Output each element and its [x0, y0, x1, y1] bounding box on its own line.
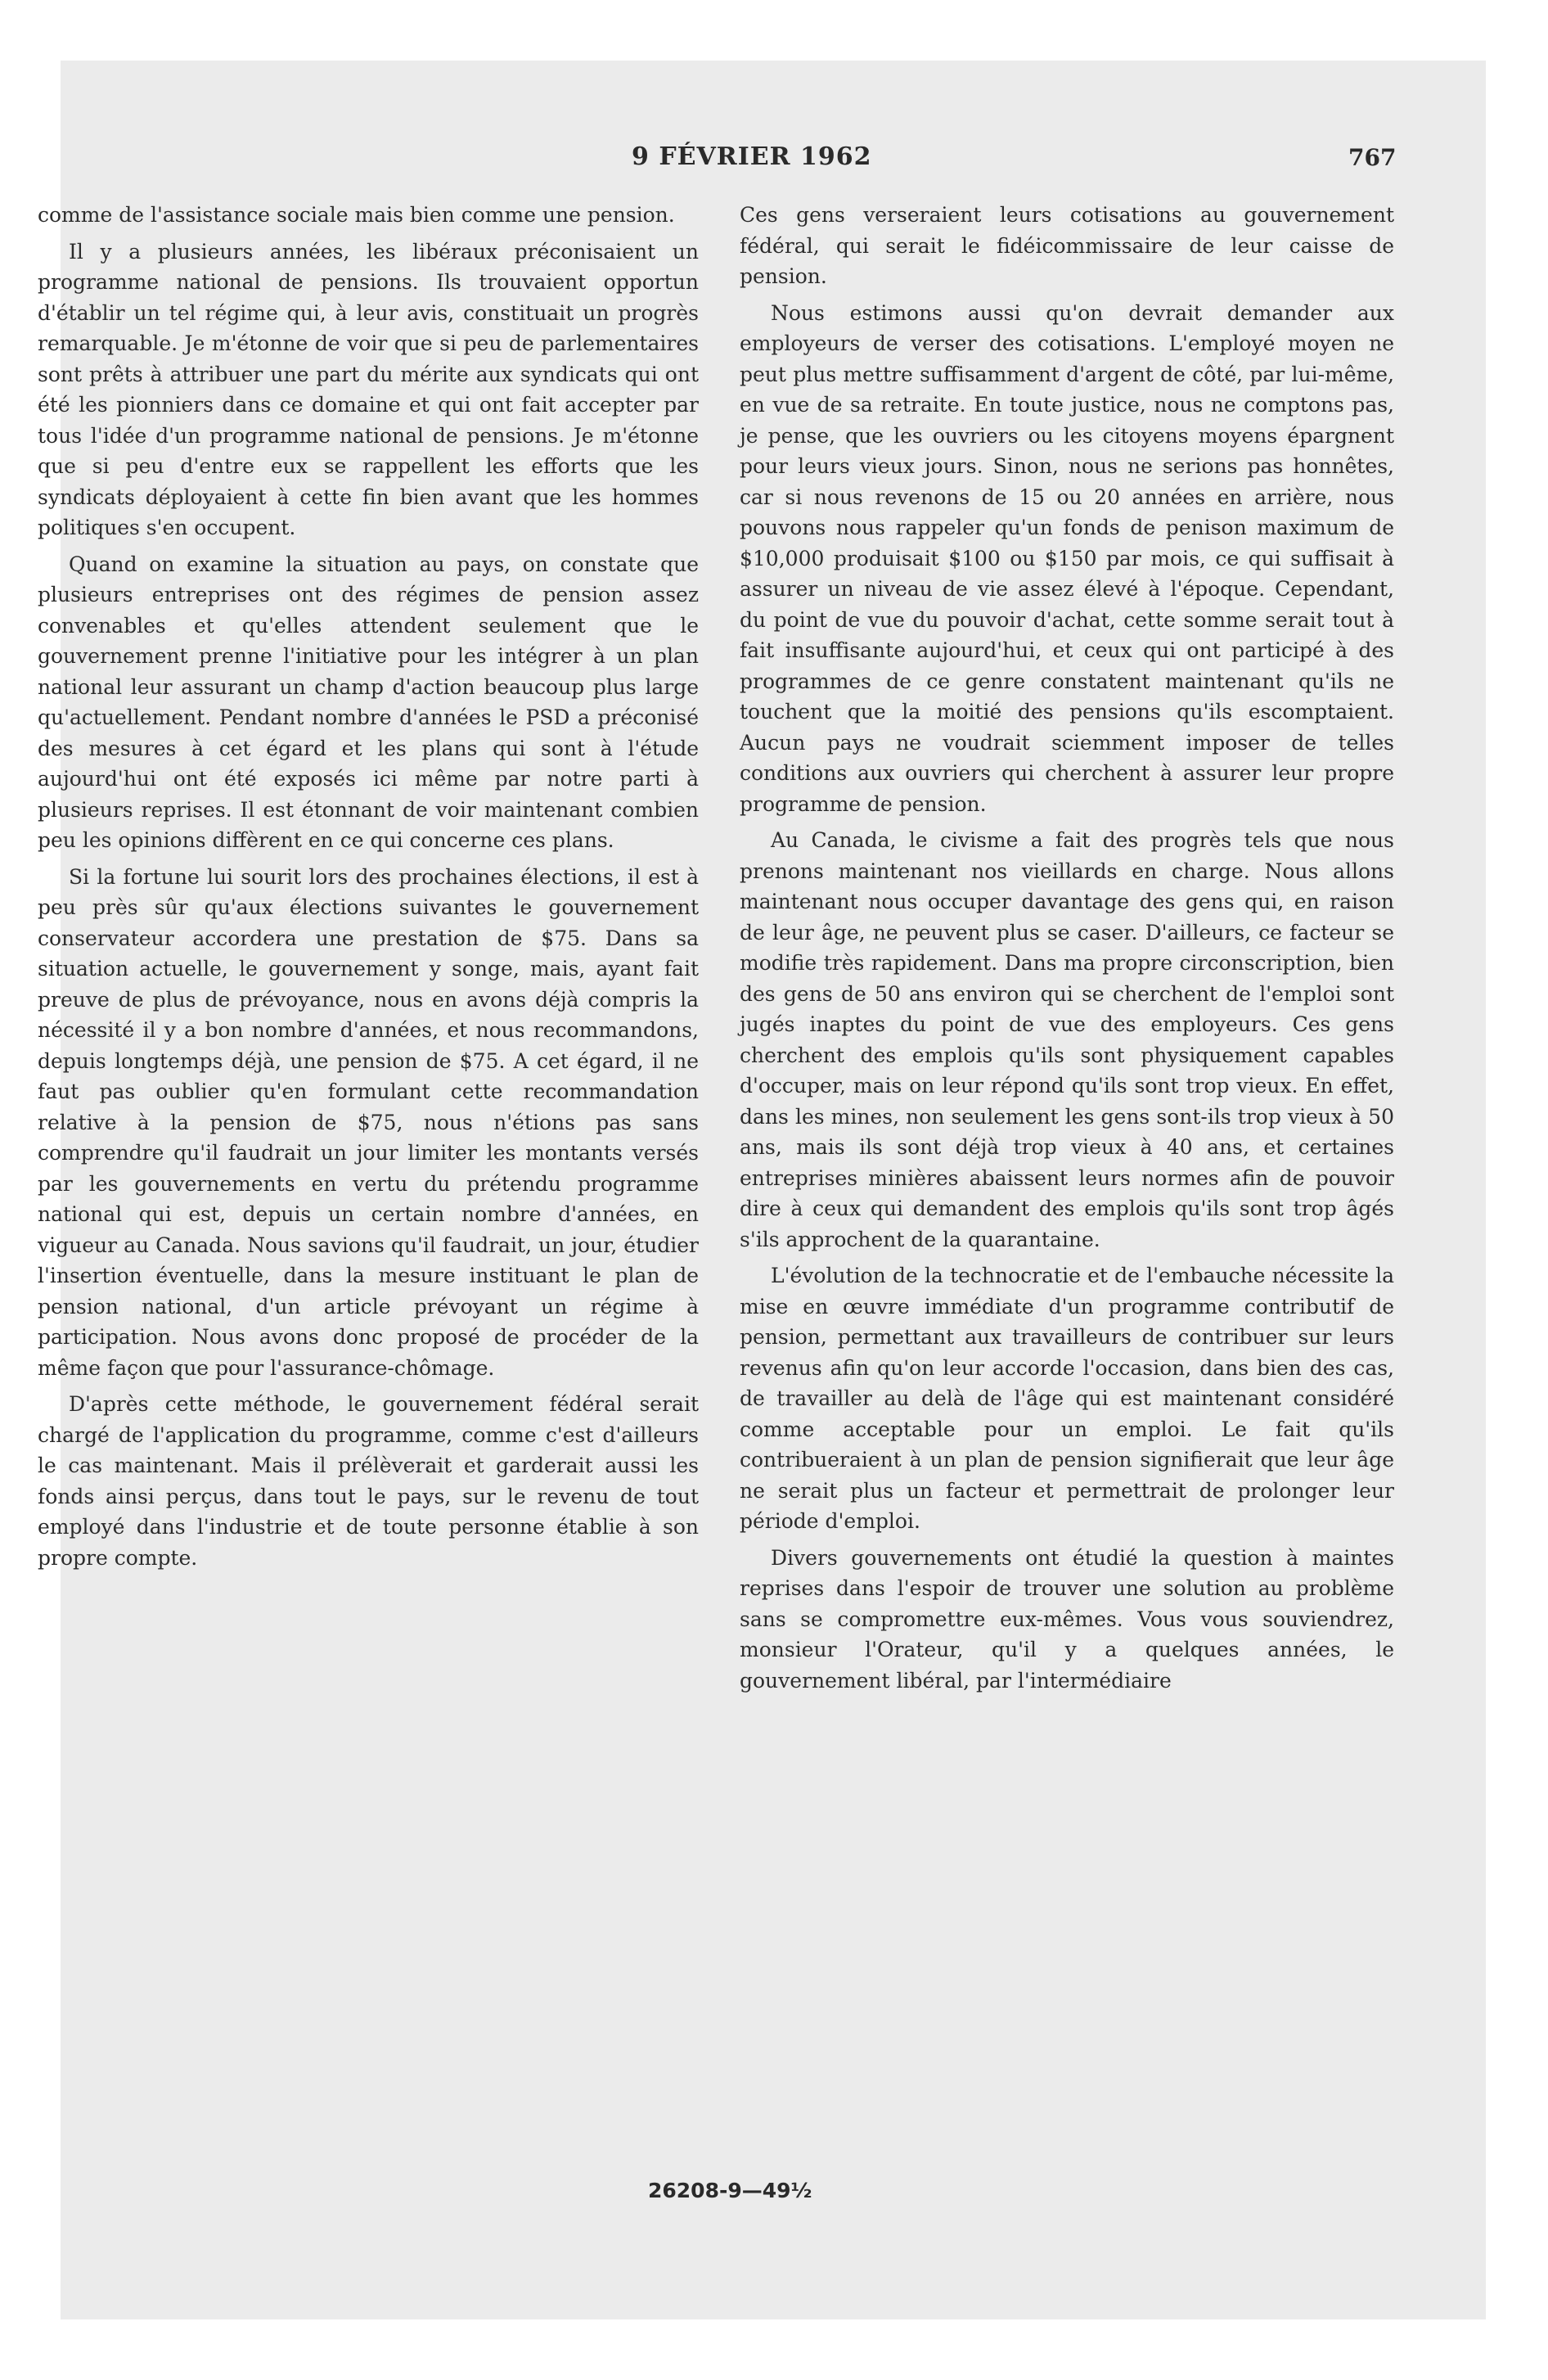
paragraph: Il y a plusieurs années, les libéraux préconisaient un programme national de pensions. Ils trouvaient opportun d'établir un tel régime qui, à leur avis, constituait un progrès remarquable. Je m'étonne de voir que si peu de parlementaires sont prêts à attribuer une part du mérite aux syndicats qui ont été les pionniers dans ce domaine et qui ont fait accepter par tous l'idée d'un programme national de pensions. Je m'étonne que si peu d'entre eux se rappellent les efforts que les syndicats déployaient à cette fin bien avant que les hommes politiques s'en occupent. — [38, 239, 699, 539]
right-column — [740, 200, 1394, 1702]
paragraph: Quand on examine la situation au pays, on constate que plusieurs entreprises ont des régimes de pension assez convenables et qu'elles attendent seulement que le gouvernement prenne l'initiative pour les intégrer à un plan national leur assurant un champ d'action beaucoup plus large qu'actuellement. Pendant nombre d'années le PSD a préconisé des mesures à cet égard et les plans qui sont à l'étude aujourd'hui ont été exposés ici même par notre parti à plusieurs reprises. Il est étonnant de voir maintenant combien peu les opinions diffèrent en ce qui concerne ces plans. — [38, 552, 699, 852]
paragraph: Nous estimons aussi qu'on devrait demander aux employeurs de verser des cotisations. L'employé moyen ne peut plus mettre suffisamment d'argent de côté, par lui-même, en vue de sa retraite. En toute justice, nous ne comptons pas, je pense, que les ouvriers ou les citoyens moyens épargnent pour leurs vieux jours. Sinon, nous ne serions pas honnêtes, car si nous revenons de 15 ou 20 années en arrière, nous pouvons nous rappeler qu'un fonds de penison maximum de $10,000 produisait $100 ou $150 par mois, ce qui suffisait à assurer un niveau de vie assez élevé à l'époque. Cependant, du point de vue du pouvoir d'achat, cette somme serait tout à fait insuffisante aujourd'hui, et ceux qui ont participé à des programmes de ce genre constatent maintenant qu'ils ne touchent que la moitié des pensions qu'ils escomptaient. Aucun pays ne voudrait sciemment imposer de telles conditions aux ouvriers qui cherchent à assurer leur propre programme de pension. — [740, 300, 1394, 816]
paragraph: Si la fortune lui sourit lors des prochaines élections, il est à peu près sûr qu'aux élections suivantes le gouvernement conservateur accordera une prestation de $75. Dans sa situation actuelle, le gouvernement y songe, mais, ayant fait preuve de plus de prévoyance, nous en avons déjà compris la nécessité il y a bon nombre d'années, et nous recommandons, depuis longtemps déjà, une pension de $75. A cet égard, il ne faut pas oublier qu'en formulant cette recommandation relative à la pension de $75, nous n'étions pas sans comprendre qu'il faudrait un jour limiter les montants versés par les gouvernements en vertu du prétendu programme national qui est, depuis un certain nombre d'années, en vigueur au Canada. Nous savions qu'il faudrait, un jour, étudier l'insertion éventuelle, dans la mesure instituant le plan de pension national, d'un article prévoyant un régime à participation. Nous avons donc proposé de procéder de la même façon que pour l'assurance-chômage. — [38, 864, 699, 1380]
paragraph: D'après cette méthode, le gouvernement fédéral serait chargé de l'application du programme, comme c'est d'ailleurs le cas maintenant. Mais il prélèverait et garderait aussi les fonds ainsi perçus, dans tout le pays, sur le revenu de tout employé dans l'industrie et de toute personne établie à son propre compte. — [38, 1392, 699, 1570]
page-number: 767 — [1348, 144, 1397, 171]
paragraph: Divers gouvernements ont étudié la question à maintes reprises dans l'espoir de trouver une solution au problème sans se compromettre eux-mêmes. Vous vous souviendrez, monsieur l'Orateur, qu'il y a quelques années, le gouvernement libéral, par l'intermédiaire — [740, 1545, 1394, 1693]
paragraph: Ces gens verseraient leurs cotisations au gouvernement fédéral, qui serait le fidéicommissaire de leur caisse de pension. — [740, 203, 1394, 288]
left-column — [38, 200, 699, 1579]
paragraph: comme de l'assistance sociale mais bien comme une pension. — [38, 203, 675, 227]
paragraph: Au Canada, le civisme a fait des progrès tels que nous prenons maintenant nos vieillards en charge. Nous allons maintenant nous occuper davantage des gens qui, en raison de leur âge, ne peuvent plus se caser. D'ailleurs, ce facteur se modifie très rapidement. Dans ma propre circonscription, bien des gens de 50 ans environ qui se cherchent de l'emploi sont jugés inaptes du point de vue des employeurs. Ces gens cherchent des emplois qu'ils sont physiquement capables d'occuper, mais on leur répond qu'ils sont trop vieux. En effet, dans les mines, non seulement les gens sont-ils trop vieux à 50 ans, mais ils sont déjà trop vieux à 40 ans, et certaines entreprises minières abaissent leurs normes afin de pouvoir dire à ceux qui demandent des emplois qu'ils sont trop âgés s'ils approchent de la quarantaine. — [740, 828, 1394, 1251]
paragraph: L'évolution de la technocratie et de l'embauche nécessite la mise en œuvre immédiate d'un programme contributif de pension, permettant aux travailleurs de contribuer sur leurs revenus afin qu'on leur accorde l'occasion, dans bien des cas, de travailler au delà de l'âge qui est maintenant considéré comme acceptable pour un emploi. Le fait qu'ils contribueraient à un plan de pension signifierait que leur âge ne serait plus un facteur et permettrait de prolonger leur période d'emploi. — [740, 1264, 1394, 1533]
page-header-date: 9 FÉVRIER 1962 — [632, 142, 872, 171]
page-footer-code: 26208-9—49½ — [648, 2179, 812, 2202]
